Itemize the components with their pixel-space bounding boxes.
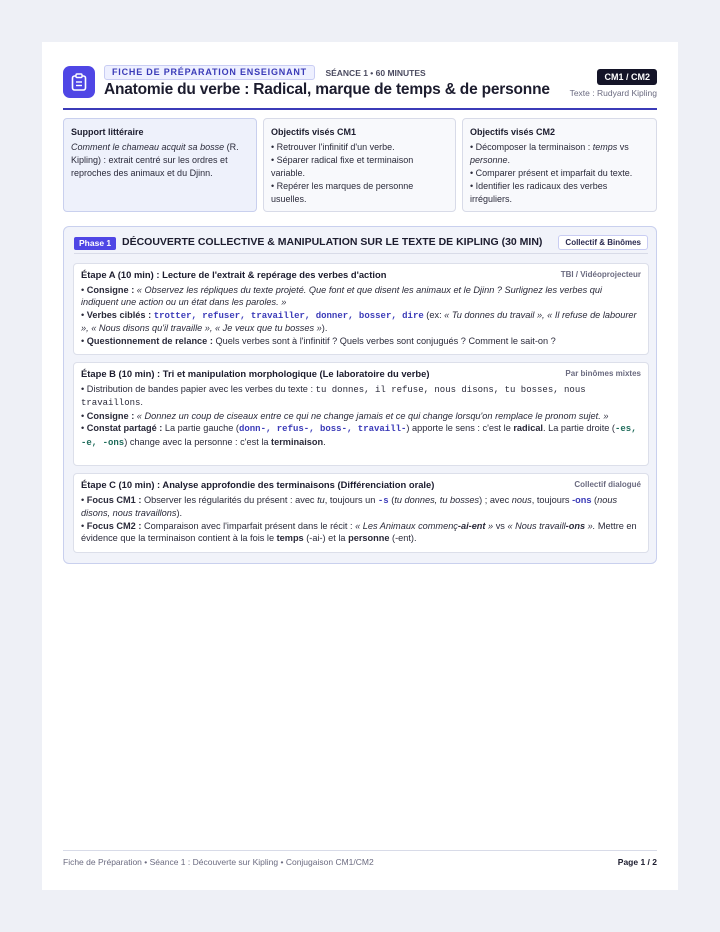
page-title: Anatomie du verbe : Radical, marque de temps & de personne <box>104 81 550 98</box>
support-heading: Support littéraire <box>71 127 144 137</box>
cm2-item: • Identifier les radicaux des verbes irréguliers. <box>470 181 608 204</box>
cm1-item: • Retrouver l'infinitif d'un verbe. <box>271 142 395 152</box>
step-b-card <box>73 362 649 466</box>
step-c-title: Étape C (10 min) : Analyse approfondie des terminaisons (Différenciation orale) Collectif dialogué <box>81 479 641 490</box>
session-info: SÉANCE 1 • 60 MINUTES <box>325 67 426 78</box>
step-b-distribution: • Distribution de bandes papier avec les verbes du texte : tu donnes, il refuse, nous disons, tu bosses, nous travaillons. <box>81 383 586 409</box>
cm2-heading: Objectifs visés CM2 <box>470 127 556 137</box>
step-c-modality: Collectif dialogué <box>574 480 641 489</box>
cm1-heading: Objectifs visés CM1 <box>271 127 357 137</box>
document-page <box>42 42 678 890</box>
document-type-pill: FICHE DE PRÉPARATION ENSEIGNANT <box>104 65 315 80</box>
support-card <box>63 118 257 212</box>
header <box>63 64 657 110</box>
footer <box>63 850 657 867</box>
footer-text: Fiche de Préparation • Séance 1 : Découverte sur Kipling • Conjugaison CM1/CM2 <box>63 857 374 867</box>
cm1-objectives-card <box>263 118 456 212</box>
step-a-card <box>73 263 649 355</box>
step-b-constat: • Constat partagé : La partie gauche (donn-, refus-, boss-, travaill-) apporte le sens : c'est le radical. La partie droite (-es, -e, -ons) change avec la personne : c'est la terminaison. <box>81 423 637 448</box>
phase-tag: Collectif & Binômes <box>558 235 648 250</box>
page-number: Page 1 / 2 <box>617 857 657 867</box>
cm2-item: • Décomposer la terminaison : temps vs personne. <box>470 142 629 165</box>
support-text: Comment le chameau acquit sa bosse (R. Kipling) : extrait centré sur les ordres et reproches des animaux et du Djinn. <box>71 142 239 178</box>
step-a-modality: TBI / Vidéoprojecteur <box>560 270 641 279</box>
step-a-verbes: • Verbes ciblés : trotter, refuser, travailler, donner, bosser, dire (ex: « Tu donnes du travail », « Il refuse de labourer », « Nous disons qu'il travaille », « Je veux que tu bosses »). <box>81 309 637 334</box>
level-badge: CM1 / CM2 <box>597 69 657 85</box>
clipboard-icon <box>63 66 95 98</box>
phase-title: DÉCOUVERTE COLLECTIVE & MANIPULATION SUR LE TEXTE DE KIPLING (30 MIN) <box>122 236 543 248</box>
phase-header <box>74 235 648 254</box>
objectives-row <box>63 118 657 214</box>
cm1-item: • Repérer les marques de personne usuelles. <box>271 181 414 204</box>
step-b-title: Étape B (10 min) : Tri et manipulation morphologique (Le laboratoire du verbe) Par binômes mixtes <box>81 368 641 379</box>
step-b-consigne: • Consigne : « Donnez un coup de ciseaux entre ce qui ne change jamais et ce qui change lorsqu'on remplace le pronom sujet. » <box>81 410 609 421</box>
author-label: Texte : Rudyard Kipling <box>569 88 657 98</box>
step-c-focus-cm2: • Focus CM2 : Comparaison avec l'imparfait présent dans le récit : « Les Animaux commenç-ai-ent » vs « Nous travaill-ons ». Mettre en évidence que la terminaison contient à la fois le temps (-ai-) et la personne (-ent). <box>81 520 637 544</box>
step-a-title: Étape A (10 min) : Lecture de l'extrait & repérage des verbes d'action TBI / Vidéoprojecteur <box>81 269 641 280</box>
cm2-item: • Comparer présent et imparfait du texte. <box>470 168 633 178</box>
step-c-card <box>73 473 649 553</box>
step-b-modality: Par binômes mixtes <box>565 369 641 378</box>
step-a-relance: • Questionnement de relance : Quels verbes sont à l'infinitif ? Quels verbes sont conjugués ? Comment le sait-on ? <box>81 335 556 346</box>
cm2-objectives-card <box>462 118 657 212</box>
step-c-focus-cm1: • Focus CM1 : Observer les régularités du présent : avec tu, toujours un -s (tu donnes, tu bosses) ; avec nous, toujours -ons (nous disons, nous travaillons). <box>81 494 618 519</box>
cm1-item: • Séparer radical fixe et terminaison variable. <box>271 155 414 178</box>
step-a-consigne: • Consigne : « Observez les répliques du texte projeté. Que font et que disent les animaux et le Djinn ? Surlignez les verbes qui indiquent une action ou un état dans les paroles. » <box>81 284 603 308</box>
phase-badge: Phase 1 <box>74 237 116 250</box>
phase-1-section <box>63 226 657 564</box>
